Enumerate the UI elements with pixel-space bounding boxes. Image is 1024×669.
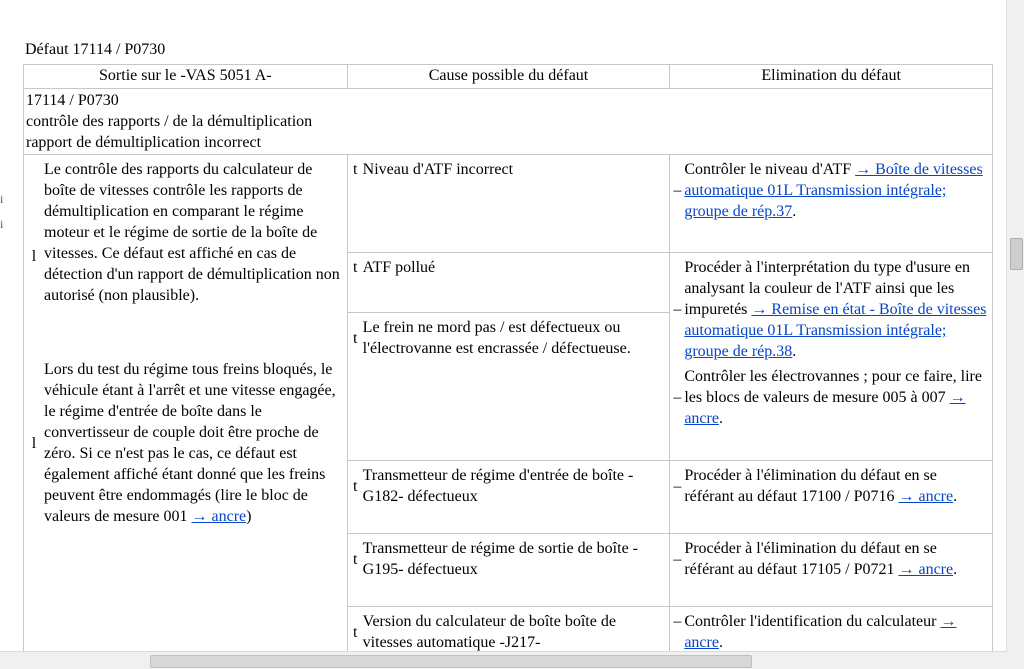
fault-row [24, 89, 993, 155]
fault-table [23, 64, 993, 658]
elimination-link[interactable]: → Remise en état - Boîte de vitesses automatique 01L Transmission intégrale; groupe de rép.38 [684, 301, 987, 360]
dash-marker: – [673, 550, 682, 568]
header-cause: Cause possible du défaut [347, 65, 670, 89]
cause-text: ATF pollué [362, 259, 436, 276]
dash-marker: – [673, 389, 682, 406]
bullet-marker: l [31, 434, 37, 452]
elimination-text-body: Procéder à l'élimination du défaut en se référant au défaut 17105 / P0721 [684, 540, 937, 578]
elimination-text [684, 257, 992, 362]
cause-text: Niveau d'ATF incorrect [362, 161, 514, 178]
elimination-link[interactable]: → ancre [684, 613, 957, 651]
bullet-marker: l [31, 247, 37, 265]
horizontal-scroll-thumb[interactable] [150, 655, 752, 668]
elimination-text-body: Contrôler le niveau d'ATF [684, 161, 856, 178]
cause-marker: t [352, 623, 358, 641]
fault-line-1: contrôle des rapports / de la démultiplication [26, 113, 313, 130]
cause-marker: t [352, 329, 358, 347]
description-anchor-link[interactable]: → ancre [191, 508, 247, 525]
page-title: Défaut 17114 / P0730 [25, 41, 166, 58]
cause-text: Le frein ne mord pas / est défectueux ou l'électrovanne est encrassée / défectueuse. [362, 319, 631, 357]
cause-marker: t [352, 161, 358, 178]
elimination-text-end: . [953, 488, 958, 505]
fault-code: 17114 / P0730 [26, 92, 119, 109]
description-para-2 [44, 359, 347, 527]
elimination-text [684, 611, 992, 653]
elimination-text-end: . [792, 203, 797, 220]
vertical-scroll-thumb[interactable] [1010, 238, 1023, 270]
dash-marker: – [673, 301, 682, 318]
description-cell [24, 155, 348, 658]
elimination-text [684, 159, 992, 222]
horizontal-scrollbar[interactable] [0, 651, 1007, 669]
table-row [24, 155, 993, 253]
cause-marker: t [352, 477, 358, 495]
elimination-text-end: . [718, 410, 723, 427]
elimination-text-body: Procéder à l'interprétation du type d'usure en analysant la couleur de l'ATF ainsi que les impuretés [684, 259, 970, 318]
elimination-text [684, 465, 992, 507]
edge-char: i [0, 192, 4, 206]
elimination-text-body: Contrôler les électrovannes ; pour ce faire, lire les blocs de valeurs de mesure 005 à 007 [684, 368, 982, 406]
vertical-scrollbar[interactable] [1006, 0, 1024, 669]
dash-marker: – [673, 477, 682, 495]
cause-marker: t [352, 259, 358, 276]
cause-text: Transmetteur de régime d'entrée de boîte -G182- défectueux [362, 467, 634, 505]
header-elimination: Elimination du défaut [670, 65, 993, 89]
description-para-1: Le contrôle des rapports du calculateur de boîte de vitesses contrôle les rapports de démultiplication en comparant le régime moteur et le régime de sortie de la boîte de vitesses. Ce défaut est affiché en cas de détection d'un rapport de démultiplication non autorisé (non plausible). [44, 161, 340, 304]
cause-text: Version du calculateur de boîte boîte de vitesses automatique -J217- [362, 613, 616, 651]
elimination-text-body: Procéder à l'élimination du défaut en se référant au défaut 17100 / P0716 [684, 467, 937, 505]
elimination-text [684, 538, 992, 580]
description-para-2-text: Lors du test du régime tous freins bloqués, le véhicule étant à l'arrêt et une vitesse engagée, le régime d'entrée de boîte dans le convertisseur de couple doit être proche de zéro. Si ce n'est pas le cas, ce défaut est également affiché étant donné que les freins peuvent être endommagés (lire le bloc de valeurs de mesure 001 [44, 361, 336, 525]
edge-char: i [0, 217, 4, 231]
elimination-text [684, 366, 992, 429]
header-output: Sortie sur le -VAS 5051 A- [24, 65, 348, 89]
elimination-link[interactable]: → ancre [898, 561, 954, 578]
dash-marker: – [673, 182, 682, 199]
cause-marker: t [352, 550, 358, 568]
description-para-2-end: ) [246, 508, 252, 525]
elimination-text-end: . [792, 343, 797, 360]
elimination-text-body: Contrôler l'identification du calculateur [684, 613, 941, 630]
scroll-indicator-icon [1013, 5, 1019, 11]
table-header-row [24, 65, 993, 89]
elimination-link[interactable]: → ancre [684, 389, 966, 427]
fault-line-2: rapport de démultiplication incorrect [26, 134, 262, 151]
elimination-text-end: . [953, 561, 958, 578]
elimination-link[interactable]: → ancre [898, 488, 954, 505]
elimination-link[interactable]: → Boîte de vitesses automatique 01L Transmission intégrale; groupe de rép.37 [684, 161, 983, 220]
cause-text: Transmetteur de régime de sortie de boîte -G195- défectueux [362, 540, 638, 578]
dash-marker: – [673, 613, 682, 630]
elimination-text-end: . [718, 634, 723, 651]
